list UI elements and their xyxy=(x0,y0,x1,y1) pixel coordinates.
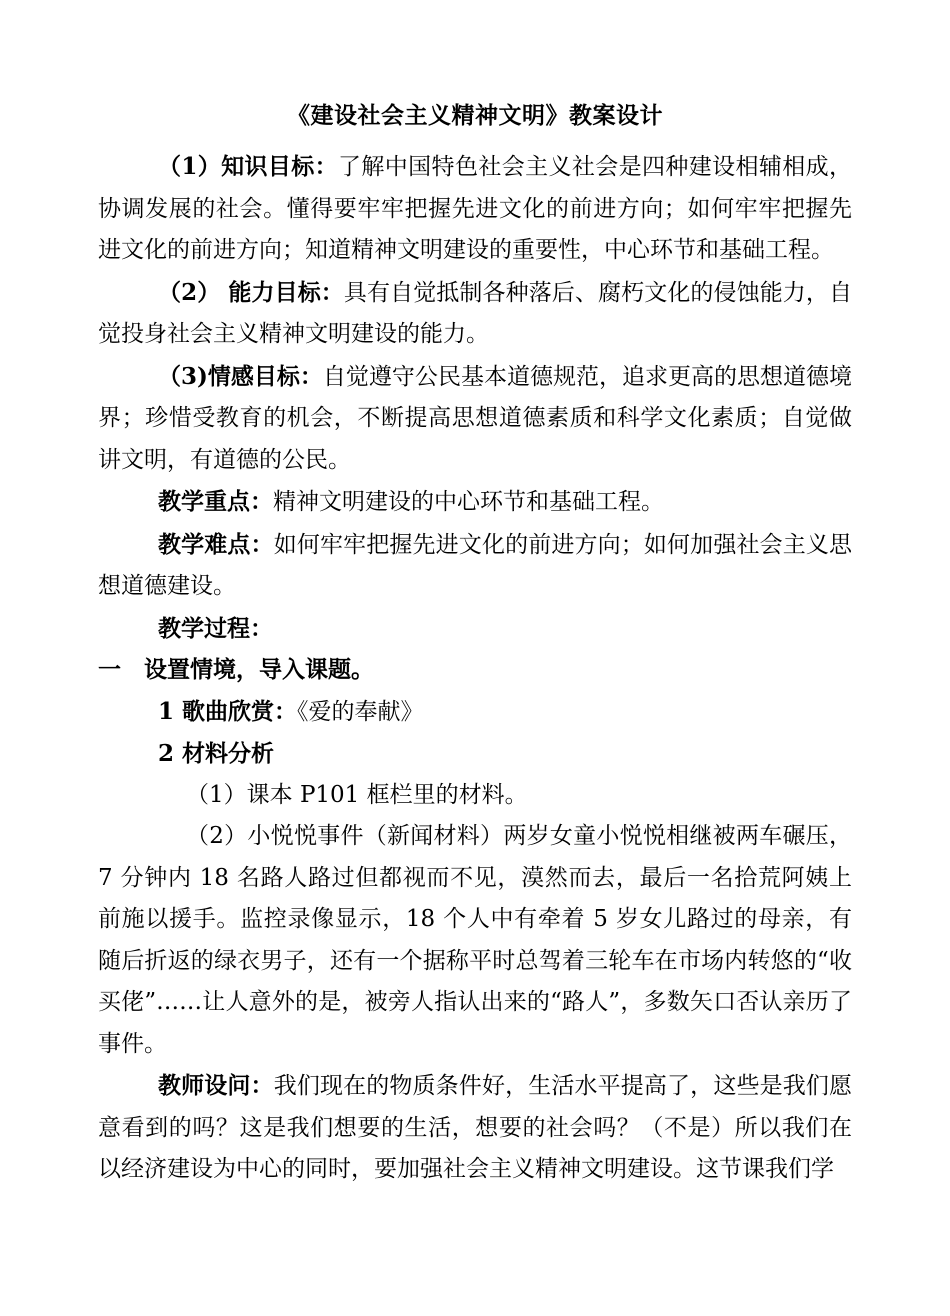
material-two-paragraph: （2）小悦悦事件（新闻材料）两岁女童小悦悦相继被两车碾压，7 分钟内 18 名路人路过但都视而不见，漠然而去，最后一名拾荒阿姨上前施以援手。监控录像显示，18 个人中有牵着 5 岁女儿路过的母亲，有随后折返的绿衣男子，还有一个据称平时总驾着三轮车在市场内转悠的“收买佬”……让人意外的是，被旁人指认出来的“路人”，多数矢口否认亲历了事件。 xyxy=(98,823,852,1057)
item-one-text: 《爱的奉献》 xyxy=(297,698,424,725)
key-point-paragraph xyxy=(98,481,852,524)
ability-goal-paragraph xyxy=(98,272,852,356)
knowledge-goal-paragraph xyxy=(98,146,852,272)
difficulty-paragraph xyxy=(98,524,852,608)
ability-goal-text: 具有自觉抵制各种落后、腐朽文化的侵蚀能力，自觉投身社会主义精神文明建设的能力。 xyxy=(98,279,852,347)
item-two-heading: 2 材料分析 xyxy=(158,740,275,767)
document-title: 《建设社会主义精神文明》教案设计 xyxy=(287,102,663,129)
knowledge-goal-text: 了解中国特色社会主义社会是四种建设相辅相成，协调发展的社会。懂得要牢牢把握先进文化的前进方向；如何牢牢把握先进文化的前进方向；知道精神文明建设的重要性，中心环节和基础工程。 xyxy=(98,154,853,263)
knowledge-goal-label: （1）知识目标： xyxy=(158,153,339,180)
difficulty-label: 教学难点： xyxy=(158,530,274,558)
material-one-paragraph: （1）课本 P101 框栏里的材料。 xyxy=(186,781,528,808)
key-point-text: 精神文明建设的中心环节和基础工程。 xyxy=(273,489,664,515)
emotion-goal-paragraph xyxy=(98,356,852,482)
item-one-label: 1 歌曲欣赏： xyxy=(158,697,298,725)
key-point-label: 教学重点： xyxy=(158,488,273,515)
teacher-question-paragraph xyxy=(98,1065,852,1191)
section-one-heading xyxy=(98,649,852,691)
emotion-goal-label: （3)情感目标： xyxy=(158,362,323,390)
difficulty-text: 如何牢牢把握先进文化的前进方向；如何加强社会主义思想道德建设。 xyxy=(98,531,853,599)
process-heading: 教学过程： xyxy=(158,614,273,642)
teacher-question-text: 我们现在的物质条件好，生活水平提高了，这些是我们愿意看到的吗？这是我们想要的生活，想要的社会吗？（不是）所以我们在以经济建设为中心的同时，要加强社会主义精神文明建设。这节课我们学 xyxy=(98,1073,853,1182)
ability-goal-label: （2） 能力目标： xyxy=(158,278,344,306)
item-one-paragraph xyxy=(98,691,852,734)
section-one-title: 设置情境，导入课题。 xyxy=(144,656,374,683)
teacher-question-label: 教师设问： xyxy=(158,1072,274,1099)
section-one-number: 一 xyxy=(98,656,121,683)
emotion-goal-text: 自觉遵守公民基本道德规范，追求更高的思想道德境界；珍惜受教育的机会，不断提高思想道德素质和科学文化素质；自觉做讲文明，有道德的公民。 xyxy=(98,363,853,473)
